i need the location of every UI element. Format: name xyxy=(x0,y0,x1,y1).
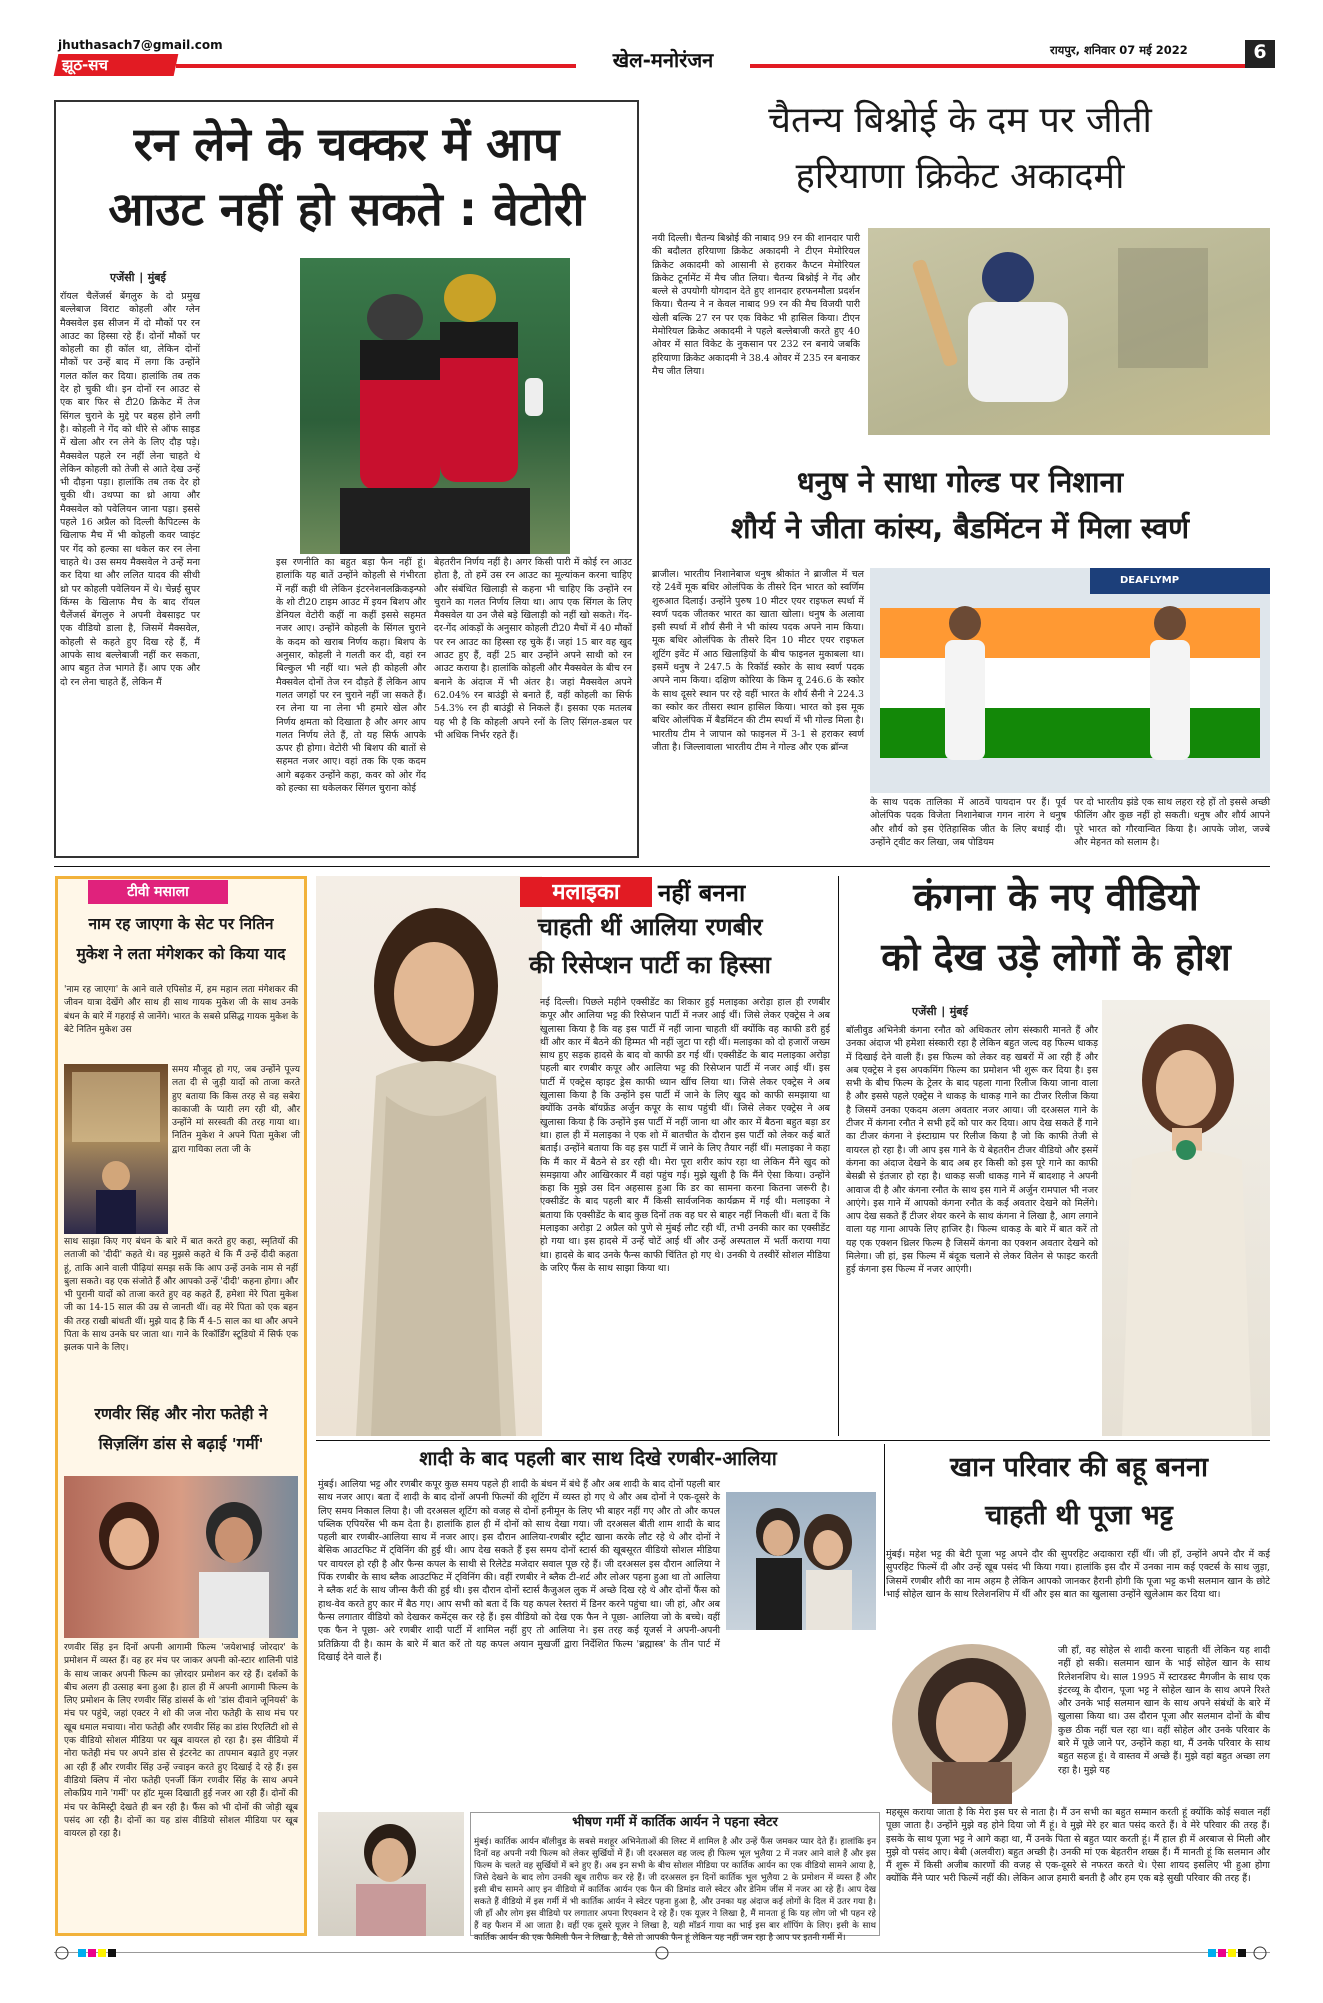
photo-placeholder xyxy=(892,1644,1052,1804)
kartik-headline: भीषण गर्मी में कार्तिक आर्यन ने पहना स्वेटर xyxy=(572,1815,778,1830)
kangana-left-rule xyxy=(838,876,839,1436)
dhanush-shourya-photo xyxy=(870,568,1270,793)
ranbir-alia-body-top: मुंबई। आलिया भट्ट और रणबीर कपूर कुछ समय पहले ही शादी के बंधन में बंधे हैं और अब शादी के बाद दोनों पहली बार साथ नजर आए। बता दें शादी के बाद दोनों अपनी फिल्मों की शूटिंग में व्यस्त हो गए थे और अब दोनों ने एक-दूसरे के लिए समय निकाल लिया है। जी दरअसल शूटिंग को वजह से दोनों हनीमून के लिए भी बाहर नहीं गए और तो और कपल पब्लिक एपियरेंस भी कम देता है। हालांकि हाल ही में दोनों को साथ देखा गया। जी दरअसल बीती शाम शादी के बाद पहली बार रणबीर-आलिया साथ में नजर आए। इस दौरान आलिया-रणबीर स्ट्रीट खाना करके लौट रहे थे और दोनों ने बेसिक आउटफिट में ट्विनिंग की हुई थी। आप देख सकते हैं इस समय दोनों स्टार्स की खूबसूरत वीडियो सोशल मीडिया पर वायरल हो रही है और फैन्स कपल के साथी से रिलेटेड मजेदार सवाल पूछ रहे हैं। जी दरअसल इस दौरान आलिया ने पिंक रणबीर के साथ ब्लैक आउटफिट में ट्विनिंग की। वहीं रणबीर ने ब्लैक टी-शर्ट और लोअर पहना हुआ था तो आलिया ने ब्लैक शर्ट के साथ जीन्स कैरी की हुई थी। इस दौरान दोनों स्टार्स कैजुअल लुक में अच्छे दिख रहे थे और दोनों फैंस को हाथ-वेव करते हुए कार में बैठ गए। आप सभी को बता दें कि यह कपल रेस्तरां में डिनर करने पहुंचा था। जी हां, और अब फैन्स लगातार वीडियो को देखकर कमेंट्स कर रहे हैं। इस वीडियो को देख एक फैन ने पूछा- आलिया जो के बच्चे। वहीं एक फैन ने पूछा- अरे रणबीर शादी पार्टी में शामिल नहीं हुए तो आलिया ने। इस तरह कई यूजर्स ने अपनी-अपनी प्रतिक्रिया दी है। काम के बारे में बात करें तो यह कपल अयान मुखर्जी द्वारा निर्देशित फिल्म 'ब्रह्मास्त्र' के तीन पार्ट में दिखाई देने वाले हैं। xyxy=(318,1479,720,1663)
kartik-body: मुंबई। कार्तिक आर्यन बॉलीवुड के सबसे मशहूर अभिनेताओं की लिस्ट में शामिल है और उन्हें फैंस जमकर प्यार देते हैं। हालांकि इन दिनों वह अपनी नयी फिल्म को लेकर सुर्खियों में हैं। जी दरअसल वह जल्द ही फिल्म भूल भुलैया 2 में नजर आने वाले हैं और इस फिल्म के चलते वह सुर्खियों में बने हुए हैं। अब इन सभी के बीच सोशल मीडिया पर कार्तिक आर्यन का एक वीडियो सामने आया है, जिसे देखने के बाद लोग उनकी खूब तारीफ कर रहे हैं। जी दरअसल इन दिनों कार्तिक भूल भुलैया 2 के प्रमोशन में व्यस्त हैं और इसी बीच सामने आए इन वीडियो में कार्तिक आर्यन एक फैन की डिमांड वाले स्वेटर और डेनिम जींस में नजर आ रहे हैं। आप देख सकते हैं वीडियो में इस गर्मी में भी कार्तिक आर्यन ने स्वेटर पहना हुआ है, और उनका यह अंदाज कई लोगों के दिल में उतर गया है। जी हाँ और लोग इस वीडियो पर लगातार अपना रिएक्शन दे रहे हैं। एक यूज़र ने लिखा है, मैं मानता हूं कि यह लोग जो भी पहन रहे हैं वह फैशन में आ जाता है। वहीं एक दूसरे यूज़र ने लिखा है, यही मॉडर्न गाया का भाई इस बार शॉपिंग के लिए। इसी के साथ कार्तिक आर्यन की एक फैमिली फैन ने लिखा है, वैसे तो आपकी फैन हूं लेकिन यह नहीं जम रहा है आप पर इतनी गर्मी में। xyxy=(474,1837,876,1943)
dhanush-col1: ब्राजील। भारतीय निशानेबाज धनुष श्रीकांत ने ब्राजील में चल रहे 24वें मूक बधिर ओलंपिक के तीसरे दिन भारत को स्वर्णिम शुरुआत दिलाई। उन्होंने पुरुष 10 मीटर एयर राइफल स्पर्धा में स्वर्ण पदक जीतकर भारत का खाता खोला। धनुष के अलावा इसी स्पर्धा में शौर्य सैनी ने भी कांस्य पदक अपने नाम किया। मूक बधिर ओलंपिक के तीसरे दिन 10 मीटर एयर राइफल शूटिंग इवेंट में आठ खिलाड़ियों के बीच फाइनल मुकाबला था। इसमें धनुष ने 247.5 के रिकॉर्ड स्कोर के साथ स्वर्ण पदक अपने नाम किया। दक्षिण कोरिया के किम वू 246.6 के स्कोर के साथ दूसरे स्थान पर रहे वहीं भारत के शौर्य सैनी ने 224.3 का स्कोर कर तीसरा स्थान हासिल किया। भारत को इस मूक बधिर ओलंपिक में बैडमिंटन की टीम स्पर्धा में भी गोल्ड मिला है। भारतीय टीम ने जापान को फाइनल में 3-1 से हराकर स्वर्ण जीता है। जिल्लावाला भारतीय टीम ने गोल्ड और एक ब्रॉन्ज xyxy=(652,569,864,753)
tv-story2-headline-2: सिज़लिंग डांस से बढ़ाई 'गर्मी' xyxy=(98,1435,264,1453)
tv-story1-side: समय मौजूद हो गए, जब उन्होंने पूज्य लता दी से जुड़ी यादों को ताजा करते हुए बताया कि किस तरह से वह सबेरा काकाजी के प्यारी लग रही थी, और उन्होंने मां सरस्वती की तरह गाया था। नितिन मुकेश ने अपने पिता मुकेश जी द्वारा गायिका लता जी के xyxy=(172,1065,300,1155)
photo-placeholder xyxy=(318,1812,464,1936)
photo-placeholder xyxy=(64,1064,168,1234)
pooja-left-rule xyxy=(884,1444,885,1596)
vettori-headline-2: आउट नहीं हो सकते : वेटोरी xyxy=(108,182,585,236)
ranveer-nora-photo xyxy=(64,1476,298,1638)
tv-story1-headline-1: नाम रह जाएगा के सेट पर नितिन xyxy=(88,915,274,933)
vettori-col1: रॉयल चैलेंजर्स बेंगलुरु के दो प्रमुख बल्लेबाज विराट कोहली और ग्लेन मैक्सवेल इस सीजन में दो मौकों पर रन आउट का हिस्सा रहे हैं। दोनों मौकों पर कोहली का ही कॉल था, लेकिन दोनों मौकों पर उन्हें बाद में लगा कि उन्होंने गलत कॉल कर दिया। हालांकि तब तक देर हो चुकी थी। इन दोनों रन आउट से एक बार फिर से टी20 क्रिकेट में तेज सिंगल चुराने के मुद्दे पर बहस होने लगी है। कोहली ने गेंद को धीरे से ऑफ साइड में खेला और रन लेने के लिए दौड़ पड़े। मैक्सवेल पहले रन नहीं लेना चाहते थे लेकिन कोहली को तेजी से आते देख उन्हें भी दौड़ना पड़ा। हालांकि तब तक देर हो चुकी थी। उथप्पा का थ्रो आया और मैक्सवेल को पवेलियन जाना पड़ा। इससे पहले 16 अप्रैल को दिल्ली कैपिटल्स के खिलाफ मैच में भी कोहली कवर प्वाइंट पर गेंद को हल्का सा धकेल कर रन लेना चाहते थे। उस समय मैक्सवेल ने उन्हें मना कर दिया था और ललित यादव की सीधी थ्रो पर कोहली पवेलियन में थे। चेन्नई सुपर किंग्स के खिलाफ मैच के बाद रॉयल चैलेंजर्स बेंगलुरु ने अपनी वेबसाइट पर एक वीडियो डाला है, जिसमें मैक्सवेल, कोहली से कहते हुए दिख रहे हैं, मैं आपके साथ बल्लेबाजी नहीं कर सकता, आप बहुत तेज भागते हैं। आप एक और दो रन लेना चाहते हैं, लेकिन मैं xyxy=(60,291,200,688)
ranbir-alia-headline: शादी के बाद पहली बार साथ दिखे रणबीर-आलिया xyxy=(419,1447,777,1470)
kangana-headline-2: को देख उड़े लोगों के होश xyxy=(881,935,1231,979)
paper-name: झूठ-सच xyxy=(62,56,108,74)
dhanush-col3: पर दो भारतीय झंडे एक साथ लहरा रहे हों तो इससे अच्छी फीलिंग और कुछ नहीं हो सकती। धनुष और शौर्य आपने पूरे भारत को गौरवान्वित किया है। आपके जोश, जज्बे और मेहनत को सलाम है। xyxy=(1074,797,1270,848)
dhanush-headline-1: धनुष ने साधा गोल्ड पर निशाना xyxy=(796,465,1124,499)
date-text: रायपुर, शनिवार 07 मई 2022 xyxy=(1050,43,1188,57)
registration-mark-icon xyxy=(54,1944,1270,1962)
vettori-col2: इस रणनीति का बहुत बड़ा फैन नहीं हूं। हालांकि यह बातें उन्होंने कोहली से गंभीरता में नहीं कही थी लेकिन इंटरनेशनलक्रिकइन्फो के शो टी20 टाइम आउट में इयन बिशप और डेनियल वेटोरी कहीं ना कहीं इससे सहमत नजर आए। उन्होंने कोहली के सिंगल चुराने के कदम को खराब निर्णय कहा। बिशप के अनुसार, कोहली ने गलती कर दी, वहां रन बिल्कुल भी नहीं था। भले ही कोहली और मैक्सवेल दोनों तेज रन दौड़ते हैं लेकिन आप गलत जगहों पर रन चुराने नहीं जा सकते हैं। रन लेना या ना लेना भी हमारे खेल और निर्णय क्षमता को दिखाता है और अगर आप गलत निर्णय लेते हैं, तो यह सिर्फ आपके ऊपर ही होगा। वेटोरी भी बिशप की बातों से सहमत नजर आए। वहां तक कि एक कदम आगे बढ़कर उन्होंने कहा, कवर को ओर गेंद को हल्का सा धकेलकर सिंगल चुराना कोई xyxy=(276,557,426,795)
vettori-col3: बेहतरीन निर्णय नहीं है। अगर किसी पारी में कोई रन आउट होता है, तो हमें उस रन आउट का मूल्यांकन करना चाहिए और संबंधित खिलाड़ी से कहना भी चाहिए कि उन्होंने रन चुराने का गलत निर्णय लिया था। आप एक सिंगल के लिए मैक्सवेल या उन जैसे बड़े खिलाड़ी को नहीं खो सकते। गेंद-दर-गेंद आंकड़ों के अनुसार कोहली टी20 मैचों में 40 मौकों पर रन आउट का हिस्सा रह चुके हैं। जहां 15 बार वह खुद आउट हुए हैं, वहीं 25 बार उन्होंने अपने साथी को रन आउट कराया है। हालांकि कोहली और मैक्सवेल के बीच रन बनाने के अंदाज में भी अंतर है। जहां मैक्सवेल अपने 62.04% रन बाउंड्री से बनाते हैं, वहीं कोहली का सिर्फ 54.3% रन ही बाउंड्री से निकले हैं। इसका एक मतलब यह भी है कि कोहली अपने रनों के लिए सिंगल-डबल पर भी अधिक निर्भर रहते हैं। xyxy=(434,557,632,741)
vettori-byline: एजेंसी ∣ मुंबई xyxy=(110,271,166,284)
vettori-headline-1: रन लेने के चक्कर में आप xyxy=(133,117,560,171)
pooja-body-bottom: महसूस कराया जाता है कि मेरा इस घर से नाता है। मैं उन सभी का बहुत सम्मान करती हूं क्योंकि कोई सवाल नहीं पूछा जाता है। उन्होंने मुझे वह होने दिया जो मैं हूं। वे मुझे मेरे हर बात पसंद करते हैं। वे मेरे परिवार की तरह हैं। इसके के साथ पूजा भट्ट ने आगे कहा था, मैं उनके पिता से बहुत प्यार करती हूं। मैं हाल ही में अरबाज से मिली और मुझे वो पसंद आए। बेबी (अलवीरा) बहुत अच्छी है। उनकी मां एक बेहतरीन शख्स हैं। मैं मानती हूं कि सलमान और मैं शुरू में किसी अजीब कारणों की वजह से एक-दूसरे से नफरत करते थे। ऐसा शायद इसलिए भी हुआ होगा क्योंकि मैंने प्यार भरी फिल्में नहीं की। लेकिन आज हमारी बनती है और हम एक बड़े सुखी परिवार की तरह हैं। xyxy=(886,1807,1270,1885)
tv-story2-body: रणवीर सिंह इन दिनों अपनी आगामी फिल्म 'जयेशभाई जोरदार' के प्रमोशन में व्यस्त हैं। वह हर मंच पर जाकर अपनी को-स्टार शालिनी पांडे के साथ जाकर अपनी फिल्म का ज़ोरदार प्रमोशन कर रहे हैं। दर्शकों के बीच अलग ही उत्साह बना हुआ है। हाल ही में अपनी आगामी फिल्म के लिए प्रमोशन के लिए रणवीर सिंह डांसर्स के शो 'डांस दीवाने जूनियर्स' के मंच पर पहुंचे, जहां एक्टर ने शो की जज नोरा फतेही के साथ मंच पर खूब धमाल मचाया। नोरा फतेही और रणवीर सिंह का डांस रिएलिटी शो से एक वीडियो सोशल मीडिया पर खूब वायरल हो रहा है। इस वीडियो में नोरा फतेही मंच पर अपने डांस से इंटरनेट का तापमान बढ़ाते हुए नज़र आ रही हैं और रणवीर सिंह उन्हें ज्वाइन करते हुए दिखाई दे रहे हैं। इस वीडियो क्लिप में नोरा फतेही एनर्जी किंग रणवीर सिंह के साथ अपने लोकप्रिय गाने 'गर्मी' पर हॉट मूव्स दिखाती हुई नजर आ रही हैं। दोनों की मंच पर केमिस्ट्री देखते ही बन रही है। फैंस को भी दोनों की जोड़ी खूब पसंद आ रही है। दोनों का यह डांस वीडियो सोशल मीडिया पर खूब वायरल हो रहा है। xyxy=(64,1643,298,1840)
chaitanya-body: नयी दिल्ली। चैतन्य बिश्नोई की नाबाद 99 रन की शानदार पारी की बदौलत हरियाणा क्रिकेट अकादमी ने टीएन मेमोरियल क्रिकेट अकादमी को आसानी से हराकर कैप्टन मेमोरियल क्रिकेट टूर्नामेंट में मैच जीत लिया। चैतन्य बिश्नोई ने गेंद और बल्ले से उपयोगी योगदान देते हुए शानदार हरफनमौला प्रदर्शन किया। चैतन्य ने न केवल नाबाद 99 रन की मैच विजयी पारी खेली बल्कि 27 रन पर एक विकेट भी हासिल किया। टीएन मेमोरियल क्रिकेट अकादमी ने पहले बल्लेबाजी करते हुए 40 ओवर में सात विकेट के नुकसान पर 232 रन बनाये जबकि हरियाणा क्रिकेट अकादमी ने 38.4 ओवर में 235 रन बनाकर मैच जीत लिया। xyxy=(652,233,860,377)
chaitanya-headline-1: चैतन्य बिश्नोई के दम पर जीती xyxy=(768,100,1152,141)
photo-placeholder xyxy=(870,568,1270,793)
pooja-headline-2: चाहती थी पूजा भट्ट xyxy=(985,1500,1173,1531)
tv-story1-headline-2: मुकेश ने लता मंगेशकर को किया याद xyxy=(76,945,286,963)
kangana-photo xyxy=(1102,1000,1270,1436)
pooja-headline-1: खान परिवार की बहू बनना xyxy=(950,1452,1208,1483)
photo-placeholder xyxy=(64,1476,298,1638)
pooja-body-top: मुंबई। महेश भट्ट की बेटी पूजा भट्ट अपने दौर की सुपरहिट अदाकारा रहीं थीं। जी हाँ, उन्होंने अपने दौर में कई सुपरहिट फिल्में दी और उन्हें खूब पसंद भी किया गया। हालांकि इस दौर में उनका नाम कई एक्टर्स के साथ जुड़ा, जिसमें रणबीर शौरी का नाम अहम है लेकिन आपको जानकर हैरानी होगी कि पूजा भट्ट कभी सलमान खान के छोटे भाई सोहेल खान के साथ रिलेशनशिप में थीं और इस बात का खुलासा उन्होंने खुलेआम कर दिया था। xyxy=(886,1549,1270,1600)
tv-story1-body: साथ साझा किए गए बंधन के बारे में बात करते हुए कहा, स्मृतियों की लताजी को 'दीदी' कहते थे। वह मुझसे कहते थे कि मैं उन्हें दीदी कहता हूं, ताकि आने वाली पीढ़ियां समझ सकें कि आप उन्हें उनके नाम से नहीं बुला सकते। वह एक संजोते हैं और आपको उन्हें 'दीदी' कहना होगा। और भी पुरानी यादों को ताजा करते हुए वह कहते हैं, हमेशा मेरे पिता मुकेश जी का 14-15 साल की उम्र से जानती थीं। वह मेरे पिता को एक बहन की तरह राखी बांधती थीं। मुझे याद है कि मैं 4-5 साल का था और अपने पिता के साथ उनके घर जाता था। गाने के रिकॉर्डिंग स्टूडियो में सिर्फ एक झलक पाने के लिए। xyxy=(64,1237,298,1354)
chaitanya-photo xyxy=(868,228,1270,435)
pooja-body-side: जी हाँ, वह सोहेल से शादी करना चाहती थीं लेकिन यह शादी नहीं हो सकी। सलमान खान के भाई सोहेल खान के साथ रिलेशनशिप थे। साल 1995 में स्टारडस्ट मैगजीन के साथ एक इंटरव्यू के दौरान, पूजा भट्ट ने सोहेल खान के साथ अपने रिश्ते और उनके भाई सलमान खान के साथ अपने संबंधों के बारे में खुलासा किया था। उस दौरान पूजा और सलमान दोनों के बीच कुछ ठीक नहीं चल रहा था। वहीं सोहेल और उनके परिवार के बारे में पूछे जाने पर, उन्होंने कहा था, मैं उनके परिवार के साथ बहुत सहज हूं। वे वास्तव में अच्छे हैं। मुझे वहां बहुत अच्छा लग रहा है। मुझे यह xyxy=(1058,1645,1270,1776)
red-rule-right xyxy=(750,64,1248,68)
malaika-headline-highlight: मलाइका xyxy=(552,880,620,905)
page-number: 6 xyxy=(1253,41,1267,63)
chaitanya-headline-2: हरियाणा क्रिकेट अकादमी xyxy=(795,156,1125,197)
kangana-headline-1: कंगना के नए वीडियो xyxy=(913,875,1199,919)
kangana-byline: एजेंसी ∣ मुंबई xyxy=(912,1005,968,1018)
malaika-headline-rest: नहीं बनना xyxy=(658,879,746,907)
dhanush-col2: के साथ पदक तालिका में आठवें पायदान पर हैं। पूर्व ओलंपिक पदक विजेता निशानेबाज गगन नारंग ने धनुष और शौर्य को इस ऐतिहासिक जीत के लिए बधाई दी। उन्होंने ट्वीट कर लिखा, जब पोडियम xyxy=(870,797,1066,848)
footer-registration-marks xyxy=(54,1944,1270,1962)
lower-divider xyxy=(316,1440,1270,1441)
mid-divider xyxy=(54,866,1270,867)
dhanush-headline-2: शौर्य ने जीता कांस्य, बैडमिंटन में मिला स्वर्ण xyxy=(730,511,1190,545)
kangana-body: बॉलीवुड अभिनेत्री कंगना रनौत को अधिकतर लोग संस्कारी मानते हैं और उनका अंदाज भी हमेशा संस्कारी रहा है लेकिन बहुत जल्द वह फिल्म धाकड़ में दिखाई देने वाली हैं। इस फिल्म को लेकर वह खबरों में आ रही हैं और अब एक्ट्रेस ने इस अपकमिंग फिल्म का प्रमोशन भी शुरू कर दिया है। इस सभी के बीच फिल्म के ट्रेलर के बाद पहला गाना रिलीज किया जाना वाला है और इससे पहले एक्ट्रेस ने धाकड़ के धाकड़ गाने का टीजर रिलीज किया है जिसमें उनका एकदम अलग अवतार नजर आया। जी दरअसल गाने के टीजर में कंगना रनौत ने सभी हदें को पार कर दिया। आप देख सकते हैं गाने का टीजर कंगना ने इंस्टाग्राम पर रिलीज किया है जो कि काफी तेजी से वायरल हो रहा है। जी आप इस गाने के ये बेहतरीन टीजर वीडियो और इसमें कंगना का अंदाज देखने के बाद अब हर किसी को इस पूरे गाने का काफी बेसब्री से इंतजार हो रहा है। धाकड़ सजी धाकड़ गाने में बादशाह ने अपनी आवाज दी है और कंगना रनौत के साथ इस गाने में अर्जुन रामपाल भी नजर आएंगे। इस गाने में आपको कंगना रनौत के कई अवतार देखने को मिलेंगे। आप देख सकते हैं टीजर शेयर करने के साथ कंगना ने लिखा है, आग लगाने वाला यह गाना आपके लिए हाजिर है। फिल्म धाकड़ के बारे में बात करें तो यह एक एक्शन थ्रिलर फिल्म है जिसमें कंगना का एक्शन अवतार देखने को मिलेगा। जी हां, इस फिल्म में बंदूक चलाने से लेकर विलेन से फाइट करती हुई कंगना इस फिल्म में नजर आएंगी। xyxy=(846,1025,1098,1276)
ranbir-alia-photo xyxy=(726,1492,876,1630)
nitin-mukesh-photo xyxy=(64,1064,168,1234)
malaika-headline-2: चाहती थीं आलिया रणबीर xyxy=(537,913,763,941)
tv-story1-intro: 'नाम रह जाएगा' के आने वाले एपिसोड में, हम महान लता मंगेशकर की जीवन यात्रा देखेंगे और साथ ही साथ गायक मुकेश जी के साथ उनके बंधन के बारे में गहराई से जानेंगे। भारत के सबसे प्रसिद्ध गायक मुकेश के बेटे नितिन मुकेश उस xyxy=(64,985,298,1035)
photo-placeholder xyxy=(1102,1000,1270,1436)
email-text: jhuthasach7@gmail.com xyxy=(58,38,223,52)
pooja-photo xyxy=(892,1644,1052,1804)
tv-masala-label: टीवी मसाला xyxy=(127,884,189,900)
photo-placeholder xyxy=(300,258,570,554)
tv-story2-headline-1: रणवीर सिंह और नोरा फतेही ने xyxy=(94,1405,268,1423)
photo-placeholder xyxy=(726,1492,876,1630)
section-title: खेल-मनोरंजन xyxy=(612,48,714,72)
kohli-maxwell-photo xyxy=(300,258,570,554)
photo-placeholder xyxy=(868,228,1270,435)
kartik-photo xyxy=(318,1812,464,1936)
red-rule-left xyxy=(176,64,576,68)
masthead xyxy=(0,0,1323,78)
malaika-body: नई दिल्ली। पिछले महीने एक्सीडेंट का शिकार हुई मलाइका अरोड़ा हाल ही रणबीर कपूर और आलिया भट्ट की रिसेप्शन पार्टी में नजर आई थीं। जिसे लेकर एक्ट्रेस ने अब खुलासा किया है कि वह इस पार्टी में नहीं जाना चाहती थीं क्योंकि वह काफी डरी हुई थीं और कार में बैठने की हिम्मत भी नहीं जुटा पा रही थीं। मलाइका को दो हजारों जख्म साथ हुए सड़क हादसे के बाद वो काफी डर गई थीं। एक्सीडेंट के बाद मलाइका अरोड़ा पहली बार रणबीर कपूर और आलिया भट्ट की रिसेप्शन पार्टी में नजर आई थीं। इस पार्टी में एक्ट्रेस व्हाइट ड्रेस काफी ध्यान खींच लिया था। जिसे लेकर एक्ट्रेस ने अब खुलासा किया है कि उन्होंने इस पार्टी में जाने के लिए खुद को काफी समझाया था क्योंकि उनके बॉयफ्रेंड अर्जुन कपूर के साथ पहुंची थीं। जिसे लेकर एक्ट्रेस ने अब खुलासा किया है कि उन्होंने इस पार्टी में नहीं जाना था और कार में बैठना बहुत बड़ा डर था। हाल ही में मलाइका ने एक शो में बातचीत के दौरान इस पार्टी को लेकर कई बातें बताईं। उन्होंने बताया कि वह इस पार्टी में जाने के लिए तैयार नहीं थीं। मलाइका ने कहा कि मैं कार में बैठने से डर रही थी। मेरा पूरा शरीर कांप रहा था लेकिन मैंने खुद को समझाया और आखिरकार मैं वहां पहुंच गई। मुझे खुशी है कि मैंने ऐसा किया। उन्होंने कहा कि मुझे उस दिन अहसास हुआ कि डर का सामना करना कितना जरूरी है। एक्सीडेंट के बाद पहली बार मैं किसी सार्वजनिक कार्यक्रम में गई थी। मलाइका ने बताया कि एक्सीडेंट के बाद कुछ दिनों तक वह घर से बाहर नहीं निकली थीं। बता दें कि मलाइका अरोड़ा 2 अप्रैल को पुणे से मुंबई लौट रही थीं, तभी उनकी कार का एक्सीडेंट हो गया था। इस हादसे में उन्हें चोटें आई थीं और उन्हें अस्पताल में भर्ती कराया गया था। हादसे के बाद उनके फैन्स काफी चिंतित हो गए थे। उनकी ये तस्वीरें सोशल मीडिया के जरिए फैंस के साथ साझा किया था। xyxy=(540,997,830,1274)
malaika-headline-3: की रिसेप्शन पार्टी का हिस्सा xyxy=(529,951,771,979)
deaflympics-banner-text: DEAFLYMP xyxy=(1120,575,1180,586)
